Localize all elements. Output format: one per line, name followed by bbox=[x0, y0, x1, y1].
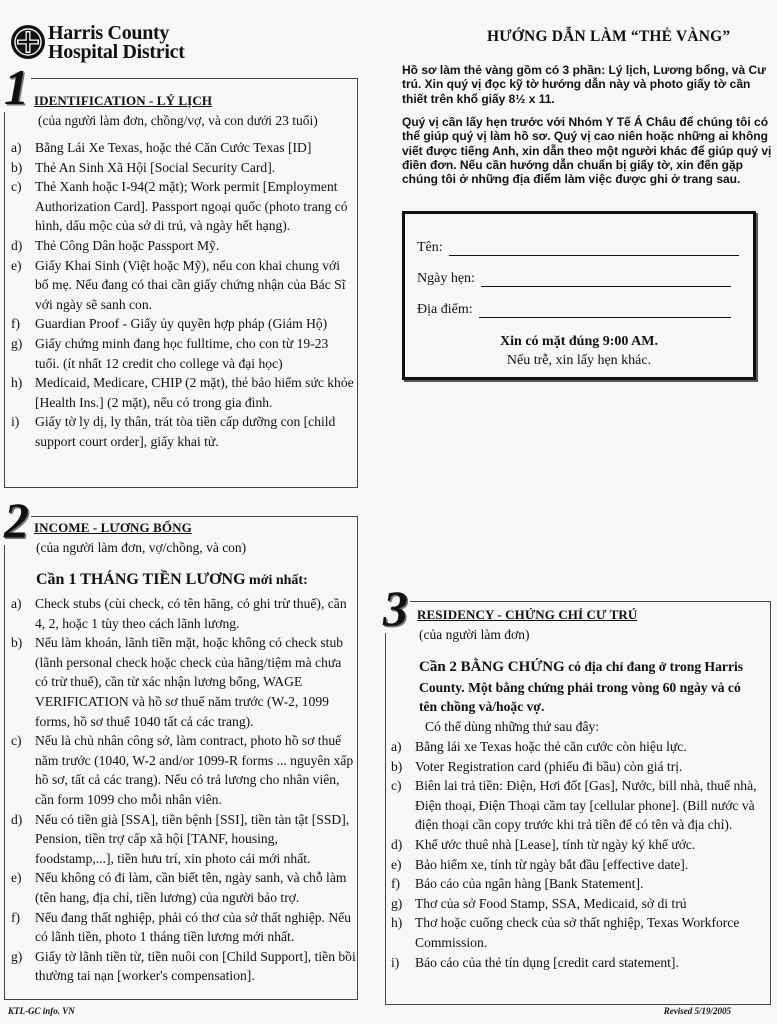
residency-options-intro: Có thể dùng những thứ sau đây: bbox=[425, 718, 600, 734]
list-item-letter: b) bbox=[11, 159, 23, 175]
list-item-text: Nếu là chủ nhân công sở, làm contract, photo hồ sơ thuế năm trước (1040, W-2 and/or 1099-R forms ... nguyên xấp hồ sơ, tất cả các trang). Nếu có trả lương cho nhân viên, cần form 1099 cho mỗi nhân viên. bbox=[35, 733, 354, 807]
list-item bbox=[11, 868, 356, 907]
appointment-date-field bbox=[417, 271, 731, 287]
list-item bbox=[11, 236, 356, 256]
list-item-letter: e) bbox=[391, 856, 402, 872]
residency-requirement bbox=[419, 657, 759, 736]
list-item bbox=[11, 412, 356, 451]
income-list bbox=[11, 594, 356, 986]
list-item-letter: a) bbox=[391, 739, 402, 754]
list-item-letter: g) bbox=[391, 895, 403, 911]
list-item bbox=[391, 855, 763, 875]
list-item bbox=[391, 776, 763, 835]
list-item-letter: h) bbox=[11, 375, 23, 391]
list-item-letter: i) bbox=[391, 954, 400, 970]
list-item-letter: g) bbox=[11, 335, 23, 351]
name-label: Tên: bbox=[417, 240, 443, 255]
income-subtitle: (của người làm đơn, vợ/chồng, và con) bbox=[36, 540, 247, 555]
list-item-text: Thẻ Xanh hoặc I-94(2 mặt); Work permit [Employment Authorization Card]. Passport ngoại quốc (photo trang có hình, dấu mộc của sở di trú, và ngày hết hạng). bbox=[35, 179, 348, 234]
list-item bbox=[11, 256, 356, 315]
hospital-district-logo bbox=[10, 24, 46, 60]
list-item-letter: b) bbox=[11, 635, 23, 651]
list-item-letter: f) bbox=[391, 876, 401, 892]
list-item bbox=[11, 633, 356, 731]
list-item bbox=[11, 314, 356, 334]
income-requirement-tail: mới nhất: bbox=[245, 573, 308, 588]
location-field bbox=[417, 302, 731, 318]
residency-county: Harris County. bbox=[419, 659, 744, 695]
list-item-letter: h) bbox=[391, 915, 403, 931]
section-3-number: 3 bbox=[383, 580, 408, 636]
list-item-letter: f) bbox=[11, 316, 21, 332]
identification-list bbox=[11, 138, 356, 452]
list-item-text: Bảo hiểm xe, tính từ ngày bắt đầu [effective date]. bbox=[415, 856, 689, 872]
list-item-letter: g) bbox=[11, 948, 23, 964]
list-item-text: Voter Registration card (phiếu đi bầu) còn giá trị. bbox=[415, 758, 683, 774]
org-name-line2: Hospital District bbox=[48, 41, 185, 63]
list-item-letter: c) bbox=[11, 733, 22, 749]
list-item-letter: e) bbox=[11, 870, 22, 886]
list-item bbox=[11, 177, 356, 236]
list-item-letter: i) bbox=[11, 414, 20, 430]
intro-paragraph-2: Quý vị cần lấy hẹn trước với Nhóm Y Tế Á Châu để chúng tôi có thể giúp quý vị làm hồ sơ. Quý vị cao niên hoặc những ai không viết được tiếng Anh, xin dẫn theo một người khác để giúp quý vị điền đơn. Nếu cần hướng dẫn chuẩn bị giấy tờ, xin đến gặp chúng tôi ở những địa điểm làm việc được ghi ở trang sau. bbox=[402, 115, 772, 187]
organization-name bbox=[48, 24, 185, 62]
list-item bbox=[11, 334, 356, 373]
date-blank bbox=[481, 271, 731, 287]
list-item bbox=[11, 731, 356, 809]
list-item-text: Giấy Khai Sinh (Việt hoặc Mỹ), nếu con khai chung với bố mẹ. Nếu đang có thai cần giấy chứng nhận của Bác Sĩ với ngày sẽ sanh con. bbox=[35, 257, 346, 312]
name-field bbox=[417, 240, 739, 256]
list-item-letter: c) bbox=[391, 778, 402, 794]
list-item-text: Báo cáo của ngân hàng [Bank Statement]. bbox=[415, 876, 644, 892]
list-item-letter: f) bbox=[11, 909, 21, 925]
residency-list bbox=[391, 737, 763, 972]
place-label: Địa điểm: bbox=[417, 302, 473, 317]
list-item-text: Bằng lái xe Texas hoặc thẻ căn cước còn hiệu lực. bbox=[415, 739, 687, 754]
late-policy-note: Nếu trễ, xin lấy hẹn khác. bbox=[506, 353, 652, 368]
residency-requirement-main: Cần 2 BẰNG CHỨNG bbox=[419, 659, 565, 675]
list-item-text: Medicaid, Medicare, CHIP (2 mặt), thẻ bảo hiểm sức khỏe [Health Ins.] (2 mặt), nếu có trong gia đình. bbox=[35, 375, 354, 410]
list-item bbox=[11, 947, 356, 986]
list-item-text: Thơ của sở Food Stamp, SSA, Medicaid, sở di trú bbox=[415, 895, 687, 911]
list-item bbox=[391, 737, 763, 757]
list-item-text: Giấy tờ ly dị, ly thân, trát tòa tiền cấp dưỡng con [child support court order], giấy khai tử. bbox=[35, 414, 336, 449]
list-item-text: Khế ước thuê nhà [Lease], tính từ ngày ký khế ước. bbox=[415, 836, 696, 852]
name-blank bbox=[449, 240, 739, 256]
date-label: Ngày hẹn: bbox=[417, 271, 475, 286]
income-requirement bbox=[36, 571, 308, 589]
list-item bbox=[391, 835, 763, 855]
list-item bbox=[391, 913, 763, 952]
place-blank bbox=[479, 302, 731, 318]
org-name-line1: Harris County bbox=[48, 22, 170, 44]
list-item-text: Check stubs (cùi check, có tên hãng, có ghi trừ thuế), cần 4, 2, hoặc 1 tùy theo cách lãnh lương. bbox=[35, 596, 347, 631]
list-item-letter: d) bbox=[11, 237, 23, 253]
list-item bbox=[391, 894, 763, 914]
intro-paragraph-1: Hồ sơ làm thẻ vàng gồm có 3 phần: Lý lịch, Lương bổng, và Cư trú. Xin quý vị đọc kỹ tờ hướng dẫn này và photo giấy tờ cần thiết trên khổ giấy 8½ x 11. bbox=[402, 63, 766, 106]
section-1-number: 1 bbox=[4, 59, 29, 115]
list-item bbox=[391, 757, 763, 777]
list-item bbox=[11, 373, 356, 412]
section-2-number: 2 bbox=[4, 492, 29, 548]
list-item bbox=[11, 594, 356, 633]
list-item bbox=[11, 810, 356, 869]
residency-subtitle: (của người làm đơn) bbox=[419, 627, 530, 642]
list-item-text: Nếu có tiền già [SSA], tiền bệnh [SSI], tiền tàn tật [SSD], Pension, tiền trợ cấp xã hội [TANF, housing, foodstamp,...], tiền hưu trí, xin photo cái mới nhất. bbox=[35, 811, 350, 866]
income-requirement-main: Cần 1 THÁNG TIỀN LƯƠNG bbox=[36, 571, 246, 588]
list-item-text: Biên lai trả tiền: Điện, Hơi đốt [Gas], Nước, bill nhà, thuế nhà, Điện thoại, Điện Thoại cầm tay [cellular phone]. (Bill nước và điện thoại cần copy trước khi trả tiền để có tên và địa chỉ). bbox=[415, 778, 757, 833]
list-item-text: Thơ hoặc cuống check của sở thất nghiệp, Texas Workforce Commission. bbox=[415, 915, 740, 950]
list-item bbox=[11, 138, 356, 158]
identification-subtitle: (của người làm đơn, chồng/vợ, và con dưới 23 tuổi) bbox=[38, 113, 318, 128]
list-item bbox=[391, 874, 763, 894]
list-item-letter: a) bbox=[11, 140, 22, 155]
list-item-text: Giấy tờ lãnh tiền từ, tiền nuôi con [Child Support], tiền bồi thường tai nạn [worker's compensation]. bbox=[35, 948, 356, 984]
list-item-text: Nếu đang thất nghiệp, phải có thơ của sở thất nghiệp. Nếu có lãnh tiền, photo 1 tháng tiền lương mới nhất. bbox=[35, 909, 352, 945]
list-item bbox=[11, 158, 356, 178]
residency-condition: Một bằng chứng phải trong vòng 60 ngày và có tên chồng và/hoặc vợ. bbox=[419, 679, 741, 715]
arrival-time-note: Xin có mặt đúng 9:00 AM. bbox=[500, 334, 658, 349]
list-item-letter: b) bbox=[391, 758, 403, 774]
page-title: HƯỚNG DẪN LÀM “THẺ VÀNG” bbox=[487, 28, 731, 45]
list-item-text: Nếu không có đi làm, cần biết tên, ngày sanh, và chỗ làm (tên hang, địa chỉ, tiền lương) của người bảo trợ. bbox=[35, 870, 347, 905]
list-item-text: Thẻ An Sinh Xã Hội [Social Security Card]. bbox=[35, 159, 276, 175]
list-item-letter: c) bbox=[11, 179, 22, 195]
list-item-letter: d) bbox=[391, 836, 403, 852]
list-item-letter: e) bbox=[11, 257, 22, 273]
income-heading: INCOME - LƯƠNG BỔNG bbox=[34, 520, 192, 535]
list-item-text: Bằng Lái Xe Texas, hoặc thẻ Căn Cước Texas [ID] bbox=[35, 140, 312, 155]
footer-left-code: KTL-GC info. VN bbox=[8, 1006, 75, 1016]
list-item-text: Guardian Proof - Giấy ủy quyền hợp pháp (Giám Hộ) bbox=[35, 316, 328, 332]
list-item bbox=[391, 953, 763, 973]
residency-requirement-tail: có địa chỉ đang ở trong bbox=[564, 659, 702, 674]
list-item bbox=[11, 908, 356, 947]
list-item-letter: a) bbox=[11, 596, 22, 611]
list-item-letter: d) bbox=[11, 811, 23, 827]
list-item-text: Thẻ Công Dân hoặc Passport Mỹ. bbox=[35, 237, 220, 253]
appointment-box bbox=[402, 211, 756, 380]
footer-revision-date: Revised 5/19/2005 bbox=[663, 1006, 731, 1016]
list-item-text: Báo cáo của thẻ tín dụng [credit card statement]. bbox=[415, 954, 679, 970]
identification-heading: IDENTIFICATION - LÝ LỊCH bbox=[34, 93, 213, 108]
residency-heading: RESIDENCY - CHỨNG CHỈ CƯ TRÚ bbox=[417, 607, 638, 622]
list-item-text: Giấy chứng minh đang học fulltime, cho con từ 19-23 tuổi. (ít nhất 12 credit cho college và đại học) bbox=[35, 335, 329, 371]
list-item-text: Nếu làm khoán, lãnh tiền mặt, hoặc không có check stub (lãnh personal check hoặc check của hãng/tiệm mà chưa có trừ thuế), cần từ xác nhận lương bổng, WAGE VERIFICATION và hồ sơ thuế năm trước (W-2, 1099 forms, hồ sơ thuế 1040 tất cả các trang). bbox=[35, 635, 344, 729]
